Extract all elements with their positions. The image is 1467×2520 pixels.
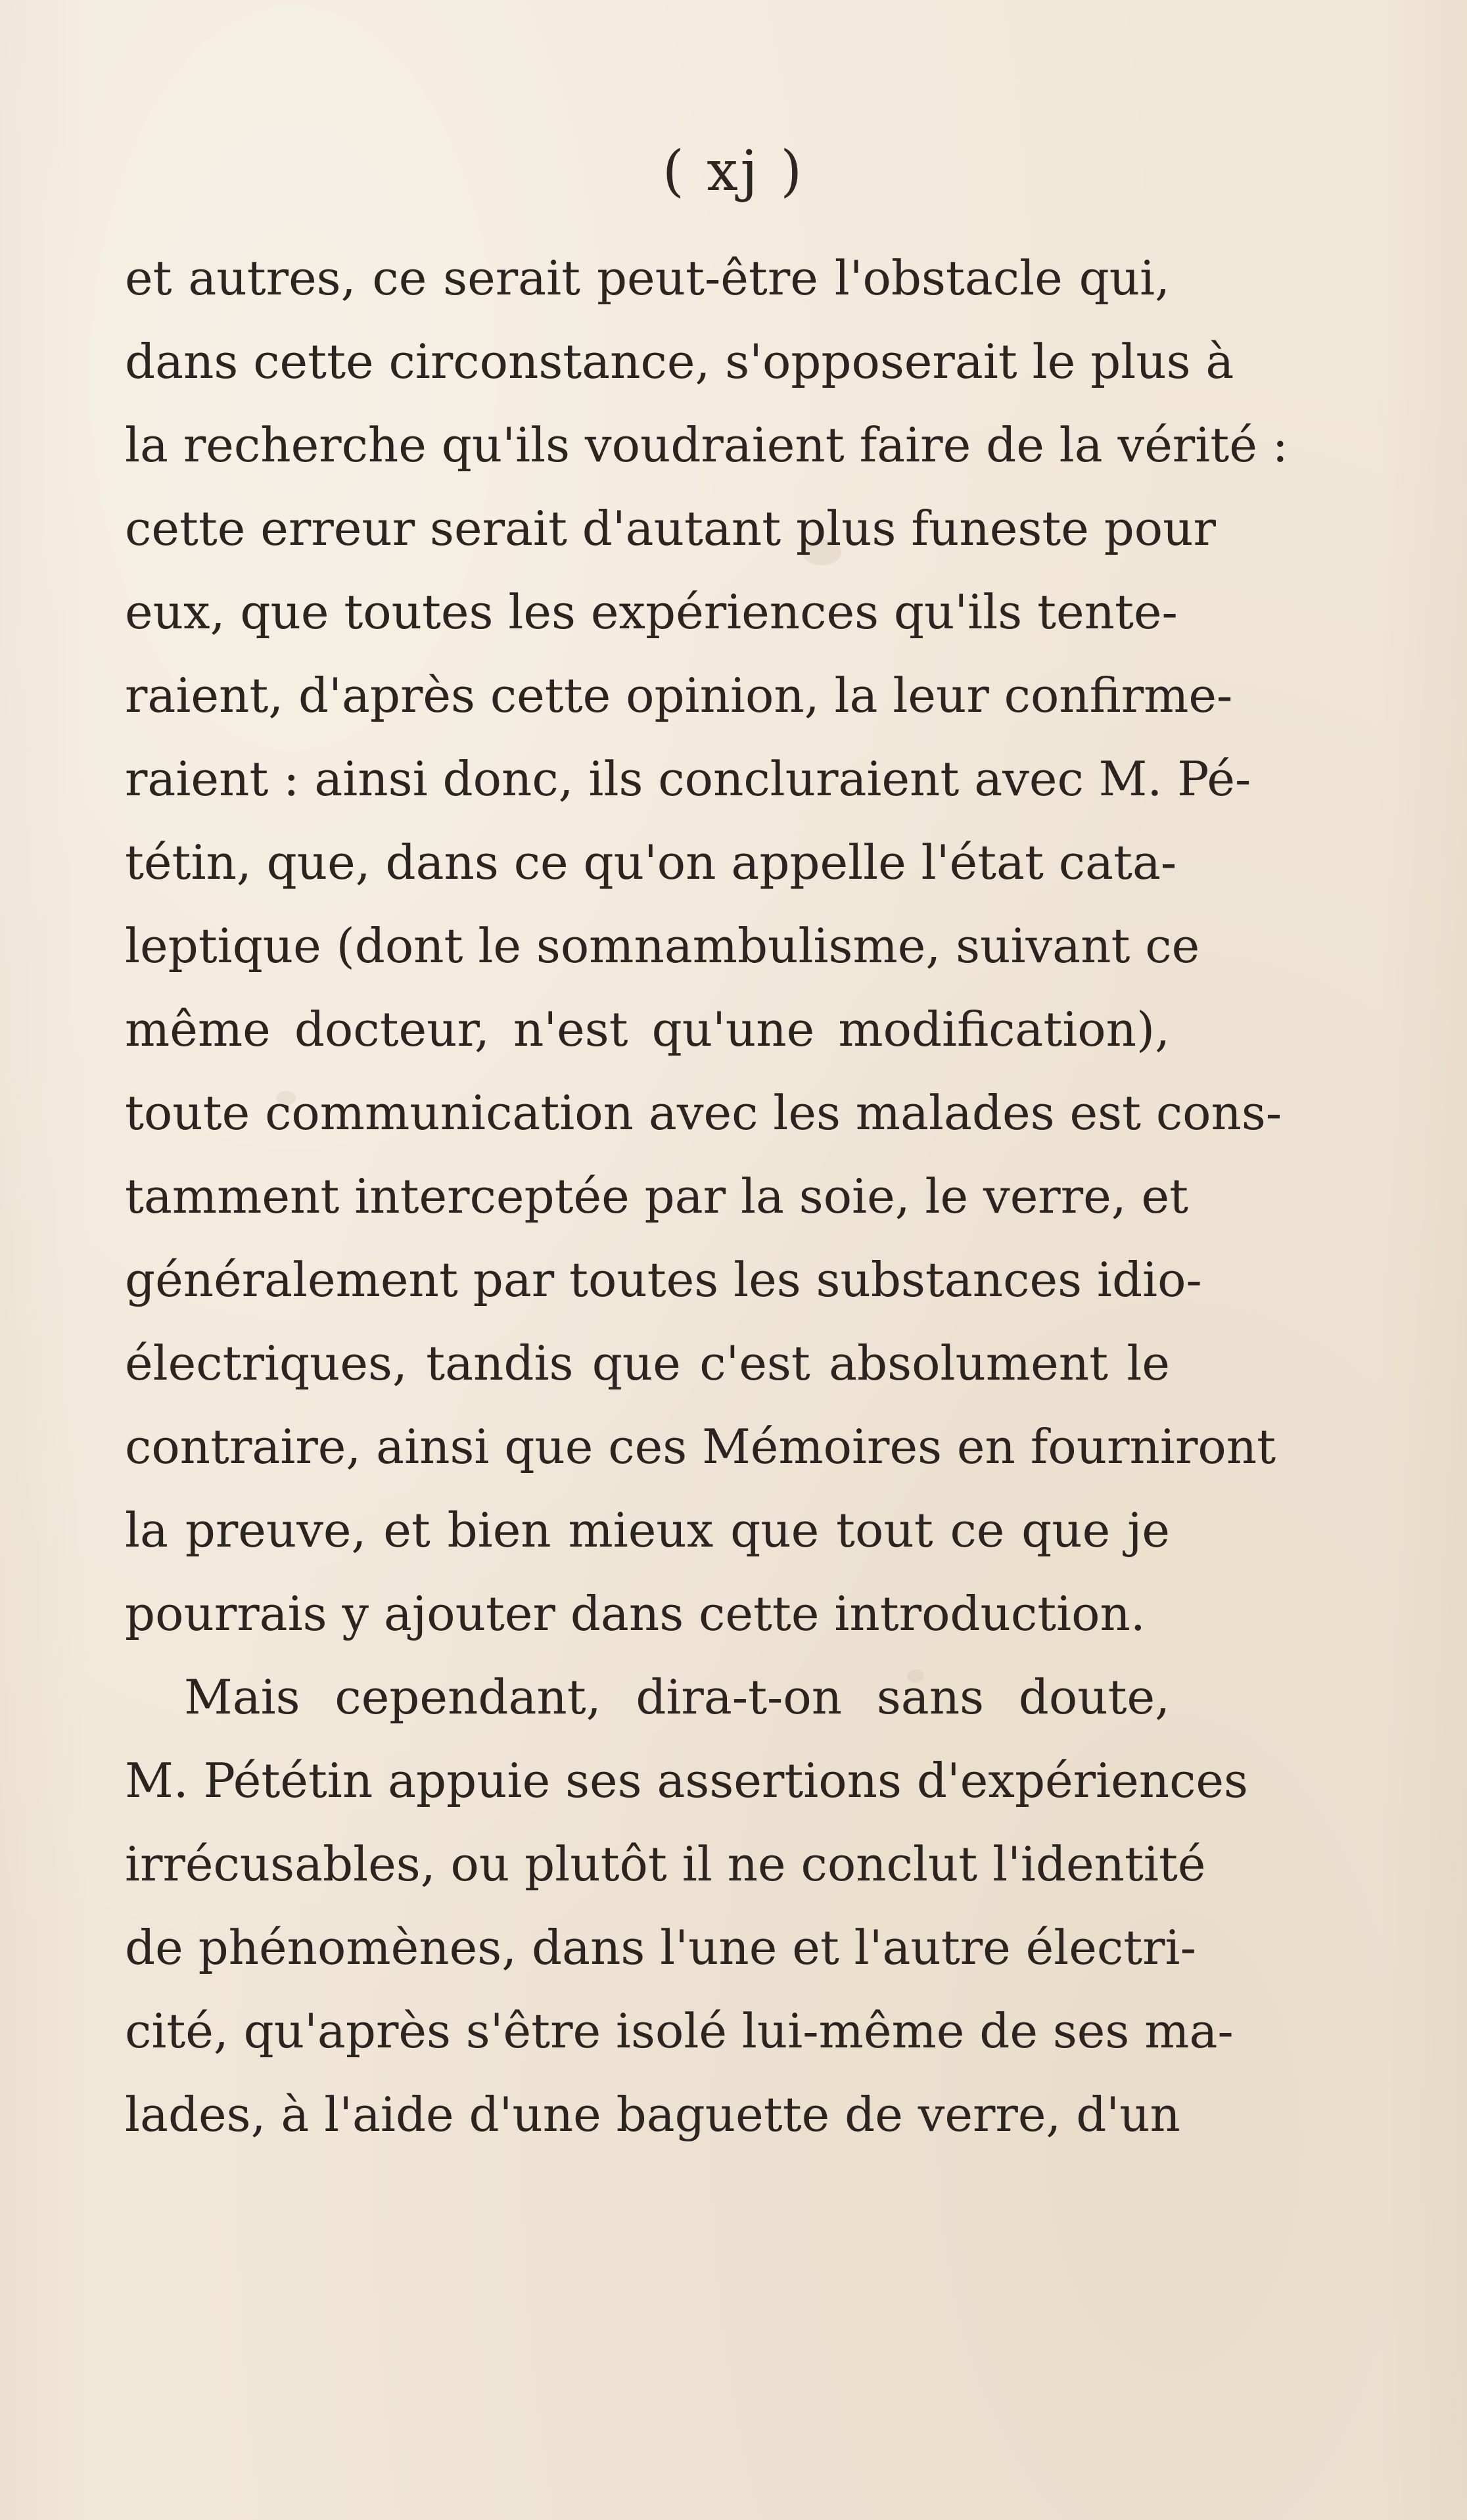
text-line: et autres, ce serait peut-être l'obstacle qui, — [125, 250, 1170, 306]
text-line: la preuve, et bien mieux que tout ce que je — [125, 1503, 1170, 1558]
paragraph-start-line: Mais cependant, dira-t-on sans doute, — [184, 1669, 1170, 1725]
text-line: cité, qu'après s'être isolé lui-même de ses ma- — [125, 2003, 1234, 2059]
text-line: cette erreur serait d'autant plus funeste pour — [125, 501, 1216, 556]
text-line: eux, que toutes les expériences qu'ils tente- — [125, 584, 1178, 640]
text-line: irrécusables, ou plutôt il ne conclut l'identité — [125, 1836, 1206, 1892]
text-line: leptique (dont le somnambulisme, suivant ce — [125, 918, 1200, 973]
body-text — [125, 237, 1288, 2157]
text-line: M. Pététin appuie ses assertions d'expériences — [125, 1753, 1248, 1808]
text-line: la recherche qu'ils voudraient faire de la vérité : — [125, 417, 1288, 473]
text-line: électriques, tandis que c'est absolument le — [125, 1336, 1170, 1391]
text-line: contraire, ainsi que ces Mémoires en fourniront — [125, 1419, 1276, 1474]
text-line: tétin, que, dans ce qu'on appelle l'état cata- — [125, 835, 1177, 890]
text-line: lades, à l'aide d'une baguette de verre, d'un — [125, 2087, 1180, 2142]
text-line: raient, d'après cette opinion, la leur confirme- — [125, 668, 1233, 723]
text-line: dans cette circonstance, s'opposerait le plus à — [125, 334, 1234, 389]
text-line: même docteur, n'est qu'une modification), — [125, 1002, 1170, 1057]
text-line: de phénomènes, dans l'une et l'autre électri- — [125, 1920, 1196, 1975]
text-line: toute communication avec les malades est cons- — [125, 1085, 1282, 1140]
text-line: généralement par toutes les substances idio- — [125, 1252, 1202, 1307]
text-line: tamment interceptée par la soie, le verre, et — [125, 1169, 1189, 1224]
page-number: ( xj ) — [662, 139, 805, 203]
text-line: raient : ainsi donc, ils concluraient avec M. Pé- — [125, 751, 1251, 806]
paragraph-end-line: pourrais y ajouter dans cette introduction. — [125, 1586, 1146, 1641]
